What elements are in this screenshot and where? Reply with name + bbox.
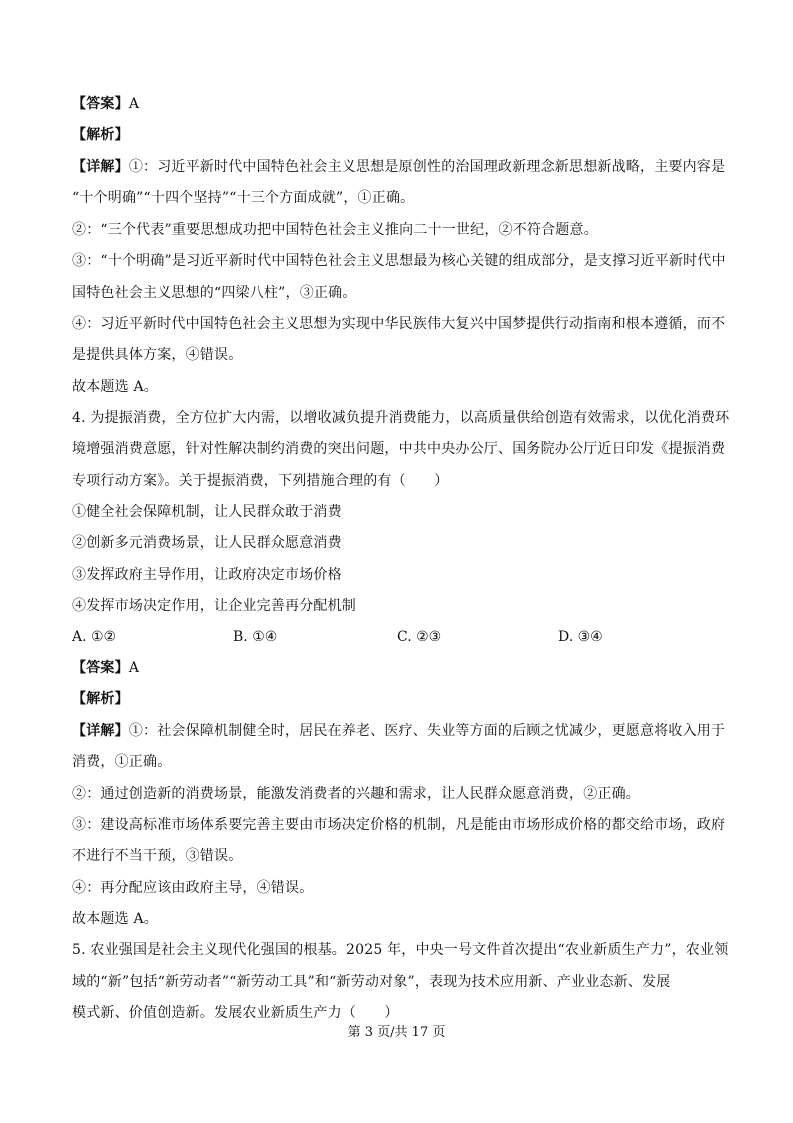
q3-detail-line: 是提供具体方案，④错误。 bbox=[72, 347, 243, 363]
q4-item: ②创新多元消费场景，让人民群众愿意消费 bbox=[72, 535, 342, 551]
detail-text: ①：社会保障机制健全时，居民在养老、医疗、失业等方面的后顾之忧减少，更愿意将收入用于 bbox=[128, 723, 726, 739]
q5-stem-line: 5. 农业强国是社会主义现代化强国的根基。2025 年，中央一号文件首次提出“农业新质生产力”，农业领 bbox=[72, 942, 729, 958]
q4-stem-line: 境增强消费意愿，针对性解决制约消费的突出问题，中共中央办公厅、国务院办公厅近日印发《提振消费 bbox=[72, 441, 726, 457]
page-footer: 第 3 页/共 17 页 bbox=[347, 1025, 446, 1040]
q4-item: ③发挥政府主导作用，让政府决定市场价格 bbox=[72, 567, 342, 583]
q3-detail-line bbox=[72, 158, 732, 176]
q4-stem-line: 4. 为提振消费，全方位扩大内需，以增收减负提升消费能力，以高质量供给创造有效需求，以优化消费环 bbox=[72, 410, 730, 426]
answer-tag: 【答案】 bbox=[72, 96, 129, 112]
detail-tag: 【详解】 bbox=[72, 159, 129, 175]
q5-stem-line: 域的“新”包括“新劳动者”“新劳动工具”和“新劳动对象”，表现为技术应用新、产业业态新、发展 bbox=[72, 974, 671, 990]
answer-tag: 【答案】 bbox=[72, 660, 129, 676]
option-a: A. ①② bbox=[72, 629, 117, 645]
detail-text: ①：习近平新时代中国特色社会主义思想是原创性的治国理政新理念新思想新战略，主要内容是 bbox=[128, 159, 726, 175]
option-d: D. ③④ bbox=[558, 629, 603, 645]
answer-value: A bbox=[128, 96, 140, 112]
q4-detail-line: 消费，①正确。 bbox=[72, 754, 172, 770]
q3-detail-line: ④：习近平新时代中国特色社会主义思想为实现中华民族伟大复兴中国梦提供行动指南和根本遵循，而不 bbox=[72, 316, 726, 332]
q4-analysis-tag: 【解析】 bbox=[72, 691, 129, 707]
detail-tag: 【详解】 bbox=[72, 723, 129, 739]
q5-stem-line: 模式新、价值创造新。发展农业新质生产力（ ） bbox=[72, 1005, 399, 1021]
q4-detail-line bbox=[72, 722, 732, 740]
option-c: C. ②③ bbox=[397, 629, 442, 645]
q3-detail-line: “十个明确”“十四个坚持”“十三个方面成就”，①正确。 bbox=[72, 190, 415, 206]
q4-detail-line: ②：通过创造新的消费场景，能激发消费者的兴趣和需求，让人民群众愿意消费，②正确。 bbox=[72, 786, 640, 802]
answer-value: A bbox=[128, 660, 140, 676]
q4-detail-line: 不进行不当干预，③错误。 bbox=[72, 848, 243, 864]
q4-detail-line: ④：再分配应该由政府主导，④错误。 bbox=[72, 880, 314, 896]
q3-answer bbox=[72, 95, 732, 113]
q3-detail-line: ②：“三个代表”重要思想成功把中国特色社会主义推向二十一世纪，②不符合题意。 bbox=[72, 222, 598, 238]
q4-stem-line: 专项行动方案》。关于提振消费，下列措施合理的有（ ） bbox=[72, 473, 449, 489]
q3-detail-line: ③：“十个明确”是习近平新时代中国特色社会主义思想最为核心关键的组成部分，是支撑习近平新时代中 bbox=[72, 253, 726, 269]
q4-answer bbox=[72, 659, 732, 677]
q4-conclusion: 故本题选 A。 bbox=[72, 911, 158, 927]
q3-detail-line: 国特色社会主义思想的“四梁八柱”，③正确。 bbox=[72, 285, 357, 301]
q3-analysis-tag: 【解析】 bbox=[72, 127, 129, 143]
q4-item: ①健全社会保障机制，让人民群众敢于消费 bbox=[72, 504, 342, 520]
q4-item: ④发挥市场决定作用，让企业完善再分配机制 bbox=[72, 598, 356, 614]
option-b: B. ①④ bbox=[233, 629, 278, 645]
q4-detail-line: ③：建设高标准市场体系要完善主要由市场决定价格的机制，凡是能由市场形成价格的都交给市场，政府 bbox=[72, 817, 726, 833]
q3-conclusion: 故本题选 A。 bbox=[72, 379, 158, 395]
